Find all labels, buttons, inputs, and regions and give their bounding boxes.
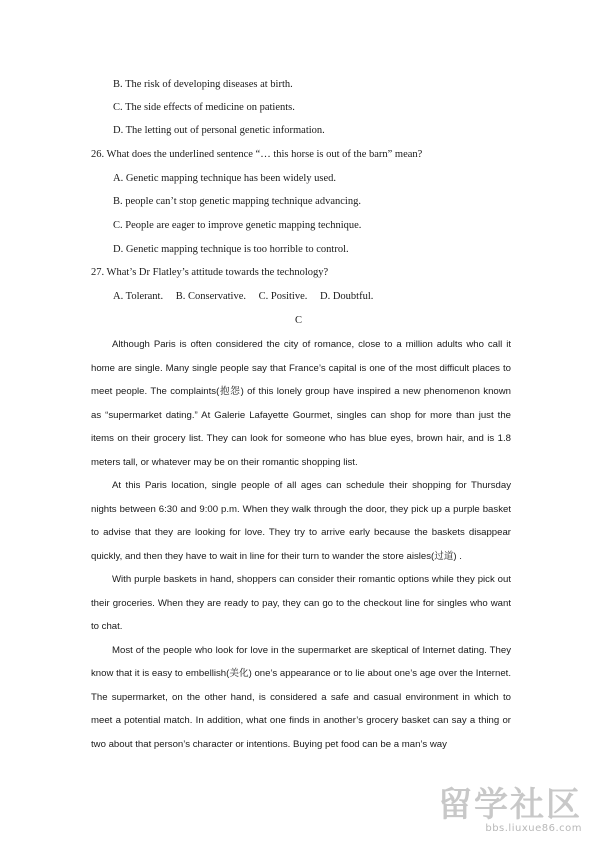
passage-paragraph-3: With purple baskets in hand, shoppers can consider their romantic options while they pick out their groceries. When they are ready to pay, they can go to the checkout line for singles who want to chat.	[91, 574, 511, 632]
q26-question: 26. What does the underlined sentence “… this horse is out of the barn” mean?	[91, 149, 423, 160]
watermark-url: bbs.liuxue86.com	[485, 823, 582, 834]
q25-option-d: D. The letting out of personal genetic information.	[113, 125, 325, 136]
q27-question: 27. What’s Dr Flatley’s attitude towards the technology?	[91, 267, 329, 278]
q26-option-a: A. Genetic mapping technique has been widely used.	[113, 173, 337, 184]
q26-option-c: C. People are eager to improve genetic mapping technique.	[113, 220, 362, 231]
passage	[91, 333, 511, 756]
q27-options	[113, 291, 383, 302]
q27-option-a: A. Tolerant.	[113, 291, 164, 302]
q27-option-b: B. Conservative.	[175, 291, 247, 302]
watermark	[438, 787, 582, 834]
q26-option-b: B. people can’t stop genetic mapping technique advancing.	[113, 196, 361, 207]
passage-paragraph-4: Most of the people who look for love in the supermarket are skeptical of Internet dating. They know that it is easy to embellish(美化) one’s appearance or to lie about one’s age over the Internet. The supermarket, on the other hand, is considered a safe and casual environment in which to meet a potential match. In addition, what one finds in another’s grocery basket can say a thing or two about that person’s character or intentions. Buying pet food can be a man’s way	[91, 644, 511, 750]
q26-option-d: D. Genetic mapping technique is too horrible to control.	[113, 244, 349, 255]
q25-option-c: C. The side effects of medicine on patients.	[113, 102, 295, 113]
watermark-logo: 留学社区	[438, 785, 582, 825]
q27-option-d: D. Doubtful.	[319, 291, 374, 302]
section-letter: C	[295, 315, 303, 326]
q27-option-c: C. Positive.	[258, 291, 308, 302]
passage-paragraph-2: At this Paris location, single people of all ages can schedule their shopping for Thursday nights between 6:30 and 9:00 p.m. When they walk through the door, they pick up a purple basket to advise that they are looking for love. They try to arrive early because the baskets disappear quickly, and then they have to wait in line for their turn to wander the store aisles(过道) .	[91, 480, 511, 562]
passage-paragraph-1: Although Paris is often considered the city of romance, close to a million adults who call it home are single. Many single people say that France’s capital is one of the most difficult places to meet people. The complaints(抱怨) of this lonely group have inspired a new phenomenon known as “supermarket dating.” At Galerie Lafayette Gourmet, singles can shop for more than just the items on their grocery list. They can look for someone who has blue eyes, brown hair, and is 1.8 meters tall, or whatever may be on their romantic shopping list.	[91, 339, 511, 468]
q25-option-b: B. The risk of developing diseases at birth.	[113, 79, 293, 90]
